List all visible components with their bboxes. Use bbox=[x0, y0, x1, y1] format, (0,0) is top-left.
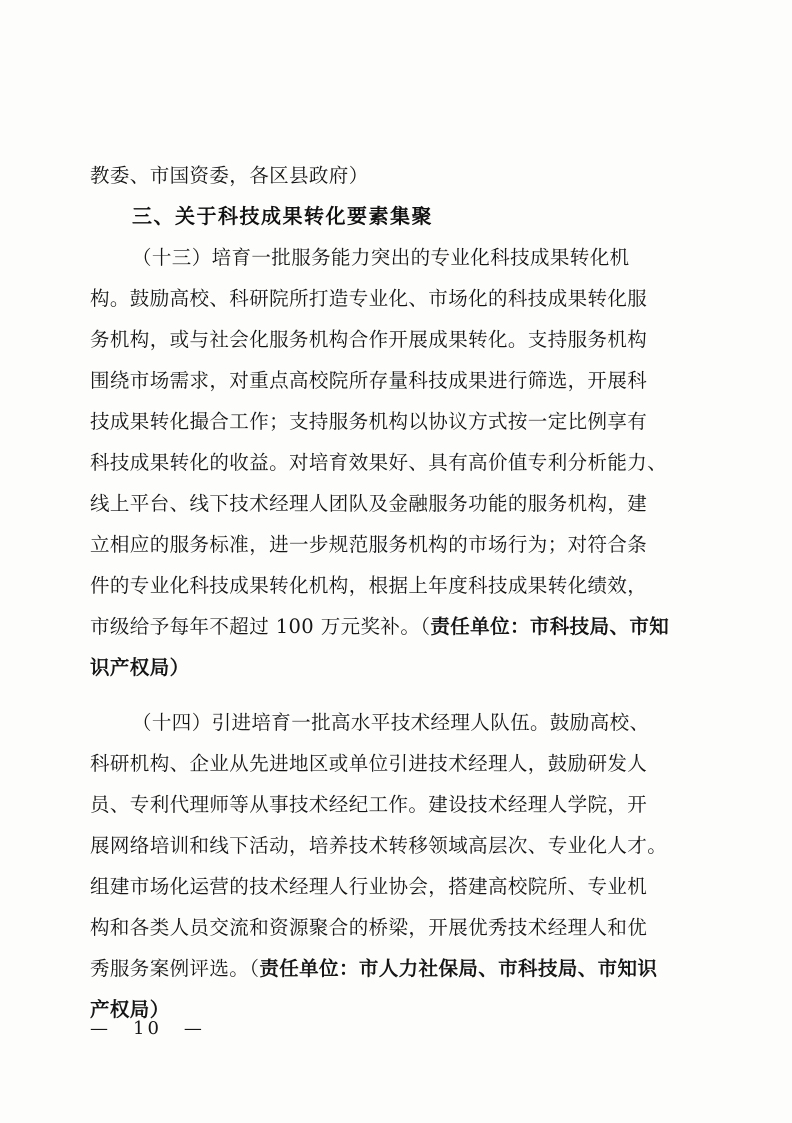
paragraph-13-line-10 bbox=[90, 606, 702, 647]
paragraph-14-responsible-unit-part1: 责任单位：市人力社保局、市科技局、市知识 bbox=[259, 957, 658, 980]
paragraph-13-line-4: 围绕市场需求，对重点高校院所存量科技成果进行筛选，开展科 bbox=[90, 369, 648, 392]
paragraph-14-line-3: 员、专利代理师等从事技术经纪工作。建设技术经理人学院，开 bbox=[90, 793, 648, 816]
page-number: 10 bbox=[133, 1018, 162, 1039]
paragraph-14-line-7 bbox=[90, 948, 702, 989]
paragraph-13-line-1: （十三）培育一批服务能力突出的专业化科技成果转化机 bbox=[132, 246, 630, 269]
section-heading: 三、关于科技成果转化要素集聚 bbox=[132, 204, 433, 228]
paragraph-13-responsible-unit-part2: 识产权局） bbox=[90, 656, 190, 679]
paragraph-13-line-7: 线上平台、线下技术经理人团队及金融服务功能的服务机构，建 bbox=[90, 492, 648, 515]
paragraph-13-responsible-unit-part1: 责任单位：市科技局、市知 bbox=[430, 615, 670, 638]
paragraph-spacer bbox=[90, 688, 702, 702]
paragraph-13-line-10-normal: 市级给予每年不超过 100 万元奖补。（ bbox=[90, 615, 431, 638]
paragraph-14-line-5: 组建市场化运营的技术经理人行业协会，搭建高校院所、专业机 bbox=[90, 875, 648, 898]
paragraph-13-line-3: 务机构，或与社会化服务机构合作开展成果转化。支持服务机构 bbox=[90, 328, 648, 351]
paragraph-14-line-4: 展网络培训和线下活动，培养技术转移领域高层次、专业化人才。 bbox=[90, 834, 668, 857]
paragraph-13-line-5: 技成果转化撮合工作；支持服务机构以协议方式按一定比例享有 bbox=[90, 410, 648, 433]
paragraph-14-line-2: 科研机构、企业从先进地区或单位引进技术经理人，鼓励研发人 bbox=[90, 752, 648, 775]
paragraph-14-responsible-unit-part2: 产权局） bbox=[90, 998, 170, 1021]
page-footer bbox=[90, 1018, 702, 1039]
paragraph-13-line-6: 科技成果转化的收益。对培育效果好、具有高价值专利分析能力、 bbox=[90, 451, 668, 474]
paragraph-14-line-6: 构和各类人员交流和资源聚合的桥梁，开展优秀技术经理人和优 bbox=[90, 916, 648, 939]
continuation-line: 教委、市国资委，各区县政府） bbox=[90, 164, 369, 187]
paragraph-14-line-7-normal: 秀服务案例评选。（ bbox=[90, 957, 260, 980]
footer-dash-left: — bbox=[90, 1018, 111, 1039]
footer-dash-right: — bbox=[183, 1018, 205, 1039]
paragraph-13-line-2: 构。鼓励高校、科研院所打造专业化、市场化的科技成果转化服 bbox=[90, 287, 648, 310]
paragraph-13-line-9: 件的专业化科技成果转化机构，根据上年度科技成果转化绩效， bbox=[90, 574, 648, 597]
document-body bbox=[90, 155, 702, 1030]
paragraph-13-line-8: 立相应的服务标准，进一步规范服务机构的市场行为；对符合条 bbox=[90, 533, 648, 556]
paragraph-14-line-1: （十四）引进培育一批高水平技术经理人队伍。鼓励高校、 bbox=[132, 711, 650, 734]
